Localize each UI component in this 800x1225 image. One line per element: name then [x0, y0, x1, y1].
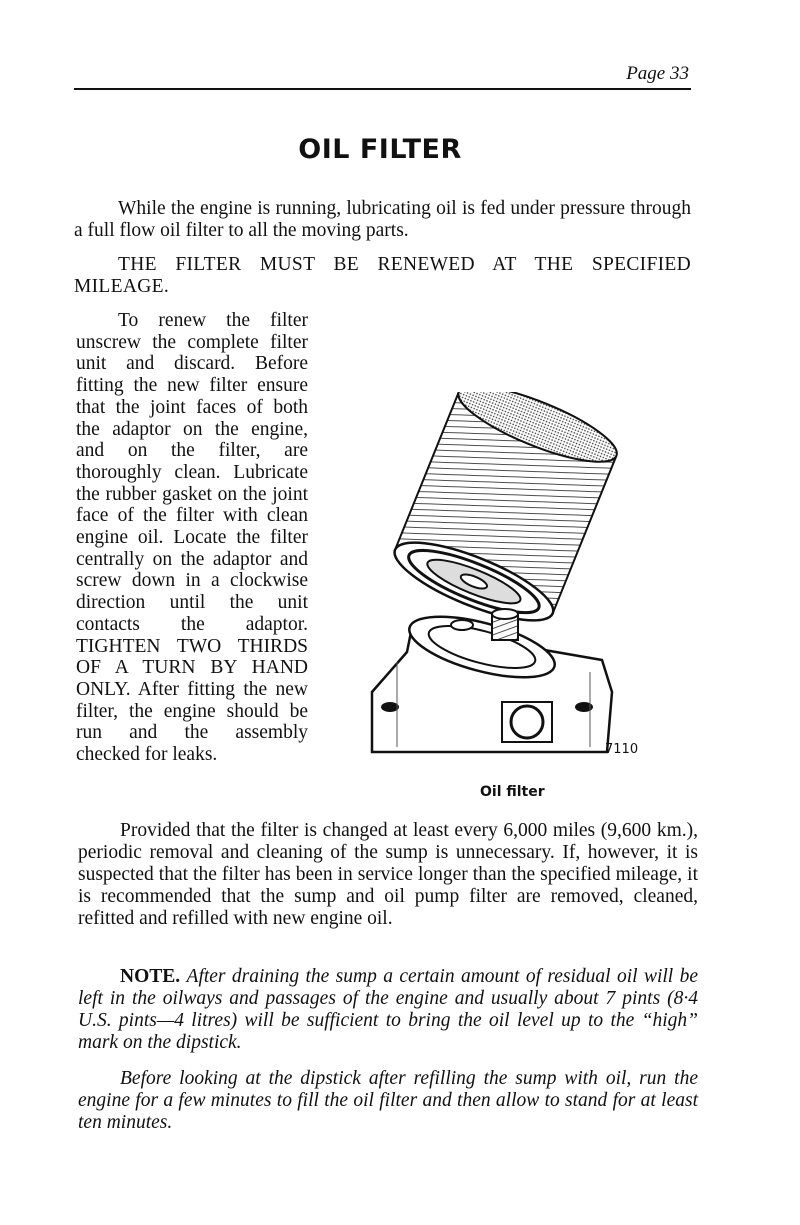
figure-caption: Oil filter [480, 784, 545, 800]
oil-filter-illustration [352, 392, 642, 772]
page-header [74, 58, 691, 90]
intro-paragraph: While the engine is running, lubricating oil is fed under pressure through a full flow oil filter to all the moving parts. [74, 198, 691, 241]
page-title: OIL FILTER [298, 134, 462, 165]
page-number: Page 33 [626, 63, 689, 84]
filter-adaptor-icon [372, 604, 612, 752]
dipstick-paragraph: Before looking at the dipstick after refilling the sump with oil, run the engine for a few minutes to fill the oil filter and then allow to stand for at least ten minutes. [78, 1068, 698, 1133]
note-label: NOTE. [120, 966, 181, 987]
maintenance-interval-paragraph: Provided that the filter is changed at least every 6,000 miles (9,600 km.), periodic removal and cleaning of the sump is unnecessary. If, however, it is suspected that the filter has been in service longer than the specified mileage, it is recommended that the sump and oil pump filter are removed, cleaned, refitted and refilled with new engine oil. [78, 820, 698, 929]
figure-number: 7110 [605, 742, 639, 757]
filter-canister-icon [386, 392, 625, 636]
warning-paragraph: THE FILTER MUST BE RENEWED AT THE SPECIFIED MILEAGE. [74, 254, 691, 297]
renew-instructions-paragraph: To renew the filter unscrew the complete filter unit and discard. Before fitting the new filter ensure that the joint faces of both the adaptor on the engine, and on the filter, are thoroughly clean. Lubricate the rubber gasket on the joint face of the filter with clean engine oil. Locate the filter centrally on the adaptor and screw down in a clockwise direction until the unit contacts the adaptor. TIGHTEN TWO THIRDS OF A TURN BY HAND ONLY. After fitting the new filter, the engine should be run and the assembly checked for leaks. [76, 310, 308, 766]
note-body: After draining the sump a certain amount of residual oil will be left in the oilways and passages of the engine and usually about 7 pints (8·4 U.S. pints—4 litres) will be sufficient to bring the oil level up to the “high” mark on the dipstick. [78, 966, 698, 1053]
note-paragraph [78, 966, 698, 1054]
